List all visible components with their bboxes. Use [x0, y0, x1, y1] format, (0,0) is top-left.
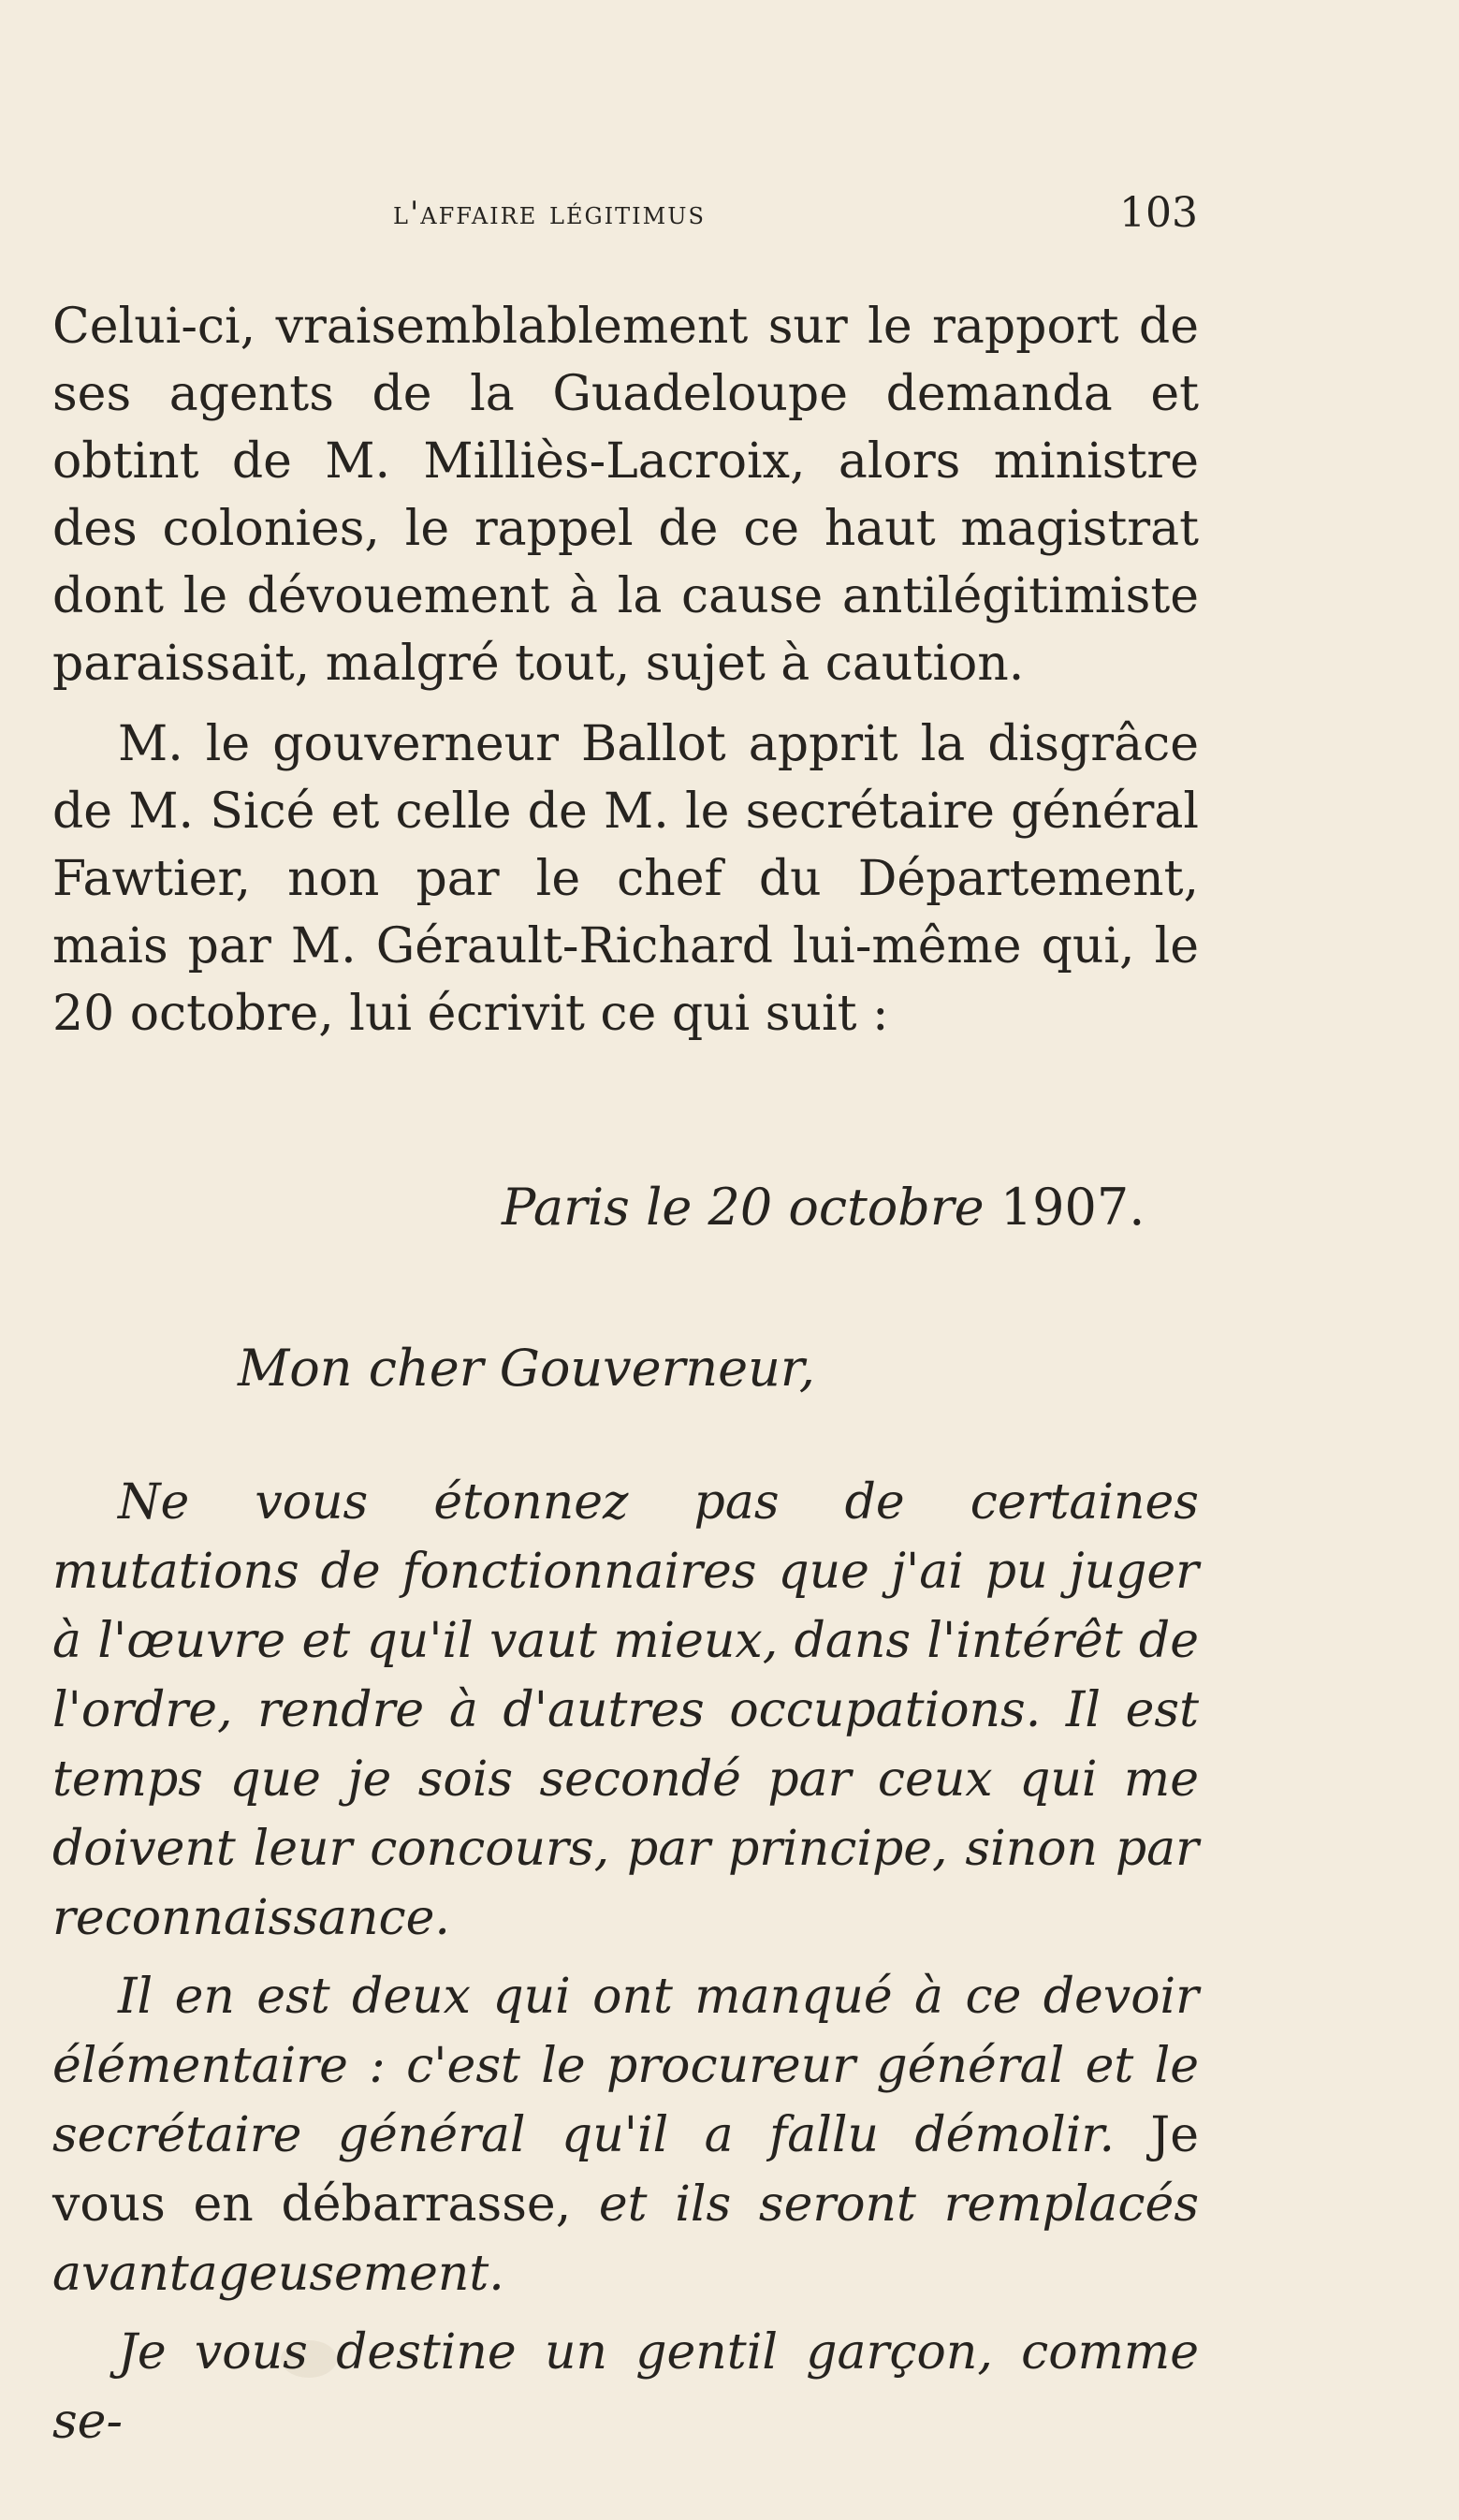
letter-date-year: 1907. — [999, 1178, 1145, 1237]
letter-paragraph — [52, 1962, 1199, 2308]
running-head — [0, 185, 1459, 242]
letter-text-roman: Je vous en débarrasse, — [52, 2107, 1199, 2233]
letter-date-place: Paris le 20 octobre — [502, 1178, 1000, 1237]
body-text — [52, 293, 1199, 1048]
letter-date — [502, 1174, 1145, 1241]
letter-body — [52, 1468, 1199, 2456]
letter-paragraph: Ne vous étonnez pas de certaines mutations de fonctionnaires que j'ai pu juger à l'œuvre et qu'il vaut mieux, dans l'intérêt de l'ordre, rendre à d'autres occupations. Il est temps que je sois secondé par ceux qui me doivent leur concours, par principe, sinon par reconnaissance. — [52, 1474, 1199, 1946]
letter-text-italic: et ils seront remplacés avantageusement. — [52, 2176, 1200, 2302]
body-paragraph: Celui-ci, vraisemblablement sur le rapport de ses agents de la Guadeloupe demanda et obtint de M. Milliès-Lacroix, alors ministre des colonies, le rappel de ce haut magistrat dont le dévouement à la cause antilégitimiste paraissait, malgré tout, sujet à caution. — [52, 299, 1199, 692]
letter-text-italic: Il en est deux qui ont manqué à ce devoir élémentaire : c'est le procureur général et le secrétaire général qu'il a fallu démolir. — [52, 1969, 1199, 2163]
running-title: l'affaire légitimus — [393, 195, 706, 232]
body-paragraph: M. le gouverneur Ballot apprit la disgrâce de M. Sicé et celle de M. le secrétaire général Fawtier, non par le chef du Département, mais par M. Gérault-Richard lui-même qui, le 20 octobre, lui écrivit ce qui suit : — [52, 716, 1199, 1042]
page-number: 103 — [1119, 189, 1198, 237]
letter-paragraph: Je vous destine un gentil garçon, comme se- — [52, 2324, 1199, 2450]
letter-salutation: Mon cher Gouverneur, — [238, 1339, 815, 1398]
